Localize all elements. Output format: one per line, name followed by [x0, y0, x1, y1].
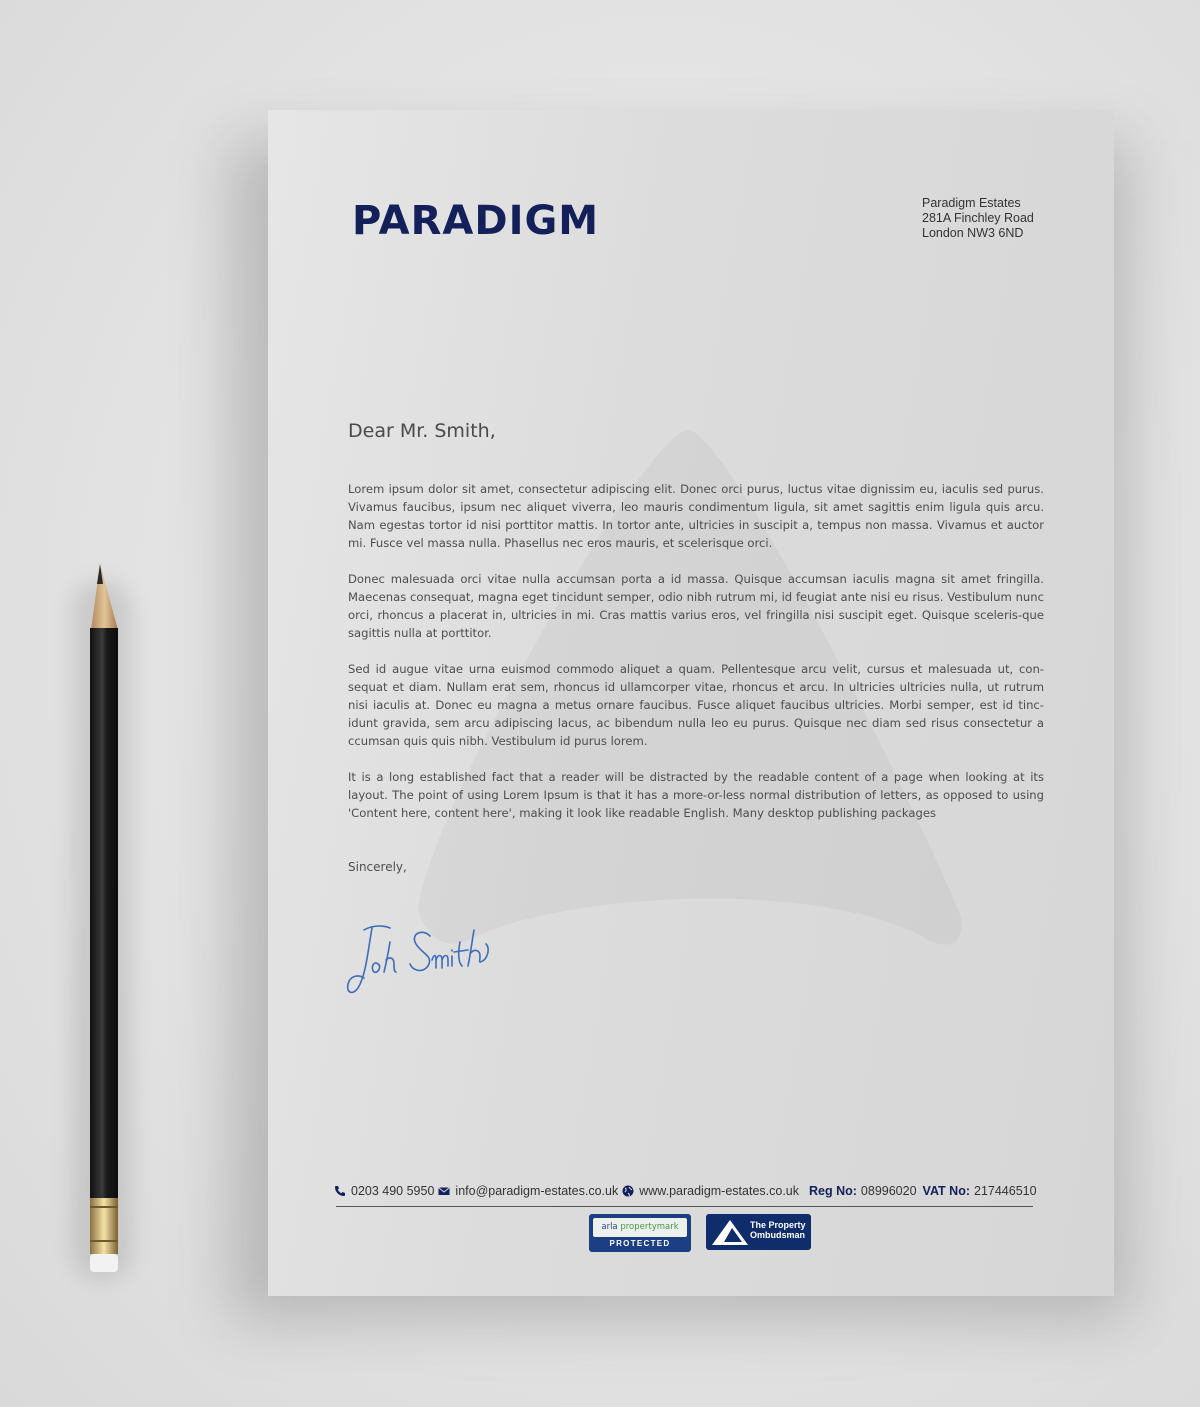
- pencil: [86, 560, 122, 1280]
- address-line: 281A Finchley Road: [922, 211, 1034, 225]
- company-address: [922, 196, 1034, 241]
- reg-number: 08996020: [860, 1184, 917, 1198]
- letter-closing: Sincerely,: [348, 860, 407, 874]
- ombudsman-line2: Ombudsman: [750, 1230, 806, 1240]
- arla-text: arla: [601, 1222, 618, 1232]
- ombudsman-logo-icon: [710, 1218, 750, 1246]
- letter-paragraph: Donec malesuada orci vitae nulla accumsan porta a id massa. Quisque accumsan iaculis magna sit amet fringilla. Maecenas consequat, magna eget tincidunt semper, odio nibh rutrum mi, id feugiat ante nisi eu risus. Vestibulum nunc orci, rhoncus a placerat in, ultricies in mi. Cras mattis varius eros, vel fringilla nisi suscipit eget. Quisque sceleris-que sagittis nulla at porttitor.: [348, 572, 1044, 640]
- globe-icon: [622, 1185, 634, 1197]
- footer-phone: [334, 1184, 434, 1198]
- phone-icon: [334, 1185, 346, 1197]
- vat-label: VAT No:: [922, 1184, 970, 1198]
- address-line: Paradigm Estates: [922, 196, 1021, 210]
- email-icon: [438, 1185, 450, 1197]
- vat-number: 217446510: [974, 1184, 1037, 1198]
- footer-website: [622, 1184, 799, 1198]
- contact-footer: [334, 1184, 1037, 1198]
- property-ombudsman-badge: [706, 1214, 811, 1250]
- footer-email: [438, 1184, 618, 1198]
- letterhead-paper: [268, 110, 1114, 1296]
- phone-number[interactable]: 0203 490 5950: [351, 1184, 435, 1198]
- email-link[interactable]: info@paradigm-estates.co.uk: [455, 1184, 619, 1198]
- letter-greeting: Dear Mr. Smith,: [348, 420, 496, 442]
- reg-label: Reg No:: [809, 1184, 857, 1198]
- website-link[interactable]: www.paradigm-estates.co.uk: [639, 1184, 799, 1198]
- letter-paragraph: Sed id augue vitae urna euismod commodo aliquet a quam. Pellentesque arcu velit, cursus et malesuada ut, con-sequat et diam. Nullam erat sem, rhoncus id ullamcorper vitae, rhoncus et arcu. In ultricies ultricies nulla, ut rutrum nisi iaculis at. Donec eu magna a metus ornare faucibus. Fusce aliquet faucibus ultricies. Morbi semper, est id tinc-idunt gravida, sem arcu adipiscing lacus, ac bibendum nulla leo eu purus. Quisque nec diam sed risus consectetur a ccumsan quis quis nibh. Vestibulum id purus lorem.: [348, 662, 1044, 748]
- letter-paragraph: Lorem ipsum dolor sit amet, consectetur adipiscing elit. Donec orci purus, luctus vitae dignissim eu, iaculis sed purus. Vivamus faucibus, ipsum nec aliquet viverra, leo mauris condimentum ligula, sit amet sagittis enim ligula quis arcu. Nam egestas tortor id nisi porttitor mattis. In tortor ante, ultricies in suscipit a, tempus non massa. Vivamus et auctor mi. Fusce vel massa nulla. Phasellus nec eros mauris, et scelerisque orci.: [348, 482, 1044, 550]
- address-line: London NW3 6ND: [922, 226, 1024, 240]
- company-logo: PARADIGM: [352, 198, 600, 244]
- footer-divider: [336, 1206, 1033, 1207]
- handwritten-signature: [344, 920, 504, 1000]
- letter-paragraph: It is a long established fact that a reader will be distracted by the readable content of a page when looking at its layout. The point of using Lorem Ipsum is that it has a more-or-less normal distribution of letters, as opposed to using 'Content here, content here', making it look like readable English. Many desktop publishing packages: [348, 770, 1044, 820]
- letter-body: [348, 480, 1044, 840]
- protected-text: PROTECTED: [609, 1239, 671, 1248]
- arla-propertymark-badge: [589, 1214, 691, 1252]
- ombudsman-line1: The Property: [750, 1220, 806, 1230]
- propertymark-text: propertymark: [620, 1222, 679, 1232]
